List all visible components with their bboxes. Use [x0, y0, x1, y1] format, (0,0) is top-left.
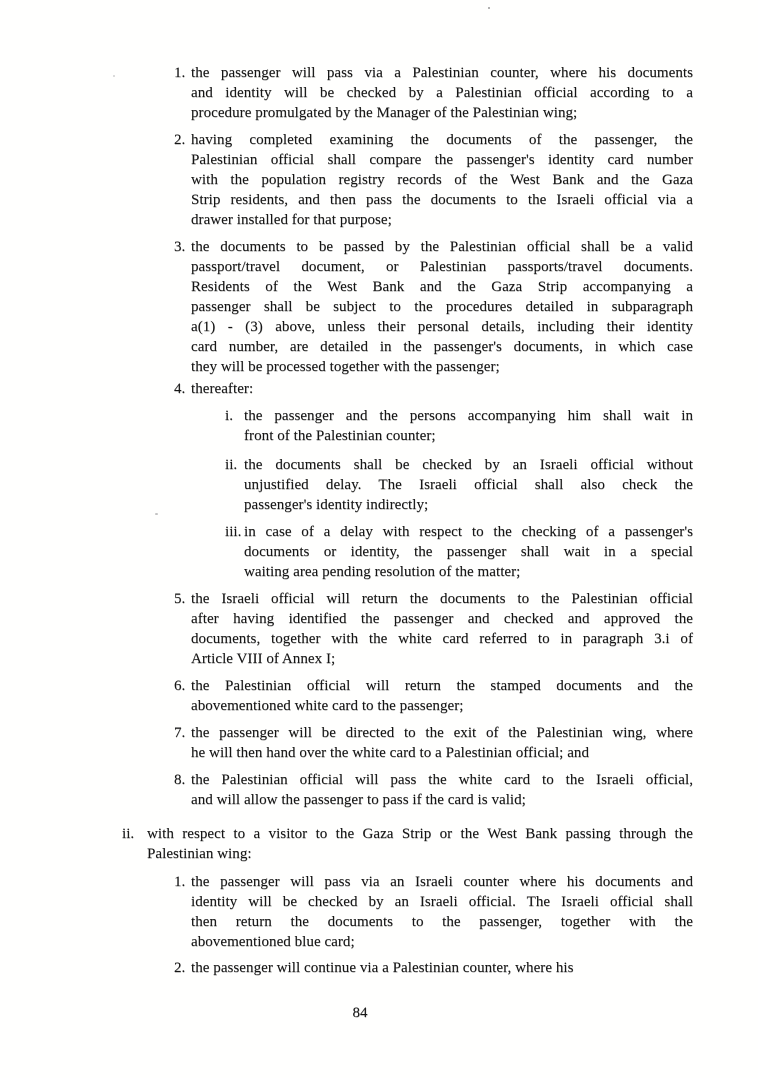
text-line: after having identified the passenger and checked and approved the: [191, 611, 693, 627]
text-line: having completed examining the documents of the passenger, the: [191, 132, 693, 148]
scan-speck: [488, 7, 490, 9]
text-line: thereafter:: [191, 381, 254, 397]
text-line: Article VIII of Annex I;: [191, 651, 336, 667]
list-item-4: [174, 379, 693, 399]
item-marker: 8.: [174, 772, 186, 788]
text-line: Palestinian official shall compare the passenger's identity card number: [191, 152, 693, 168]
text-line: the passenger and the persons accompanying him shall wait in: [244, 408, 693, 424]
item-text: [191, 379, 693, 399]
text-line: Strip residents, and then pass the documents to the Israeli official via a: [191, 192, 693, 208]
item-marker: 2.: [174, 960, 186, 976]
item-text: [191, 237, 693, 377]
item-marker: ii.: [225, 457, 238, 473]
scan-speck: [113, 75, 115, 77]
text-line: card number, are detailed in the passenger's documents, in which case: [191, 339, 693, 355]
numbered-list-a: [174, 63, 693, 399]
numbered-list-b: [174, 872, 693, 978]
item-marker: 1.: [174, 65, 186, 81]
item-text: [191, 130, 693, 230]
scan-speck: [155, 513, 158, 515]
text-line: front of the Palestinian counter;: [244, 428, 436, 444]
sublist-item-iii: [225, 522, 693, 582]
item-marker: 2.: [174, 132, 186, 148]
clause-ii-item: [122, 824, 693, 864]
item-text: [244, 406, 693, 446]
text-line: passenger's identity indirectly;: [244, 497, 429, 513]
text-line: and identity will be checked by a Palestinian official according to a: [191, 85, 693, 101]
text-line: the passenger will pass via a Palestinian counter, where his documents: [191, 65, 693, 81]
list-item-2: [174, 130, 693, 230]
item-text: [191, 958, 693, 978]
text-line: documents or identity, the passenger shall wait in a special: [244, 544, 693, 560]
text-line: the passenger will be directed to the exit of the Palestinian wing, where: [191, 725, 693, 741]
item-marker: iii.: [225, 524, 242, 540]
text-line: waiting area pending resolution of the matter;: [244, 564, 521, 580]
text-line: the documents to be passed by the Palestinian official shall be a valid: [191, 239, 693, 255]
text-line: with the population registry records of the West Bank and the Gaza: [191, 172, 693, 188]
text-line: Palestinian wing:: [147, 846, 252, 862]
text-line: passenger shall be subject to the procedures detailed in subparagraph: [191, 299, 693, 315]
item-text: [191, 676, 693, 716]
item-text: [191, 872, 693, 952]
clause-ii: [122, 824, 693, 864]
text-line: and will allow the passenger to pass if the card is valid;: [191, 792, 526, 808]
item-text: [191, 770, 693, 810]
roman-sublist: [225, 406, 693, 582]
item-marker: 1.: [174, 874, 186, 890]
text-line: drawer installed for that purpose;: [191, 212, 392, 228]
numbered-list-a-continued: [174, 589, 693, 810]
list-item-1: [174, 63, 693, 123]
item-marker: ii.: [122, 826, 135, 842]
item-text: [191, 589, 693, 669]
text-line: with respect to a visitor to the Gaza Strip or the West Bank passing through the: [147, 826, 693, 842]
item-marker: 6.: [174, 678, 186, 694]
list-item-6: [174, 676, 693, 716]
text-line: then return the documents to the passenger, together with the: [191, 914, 693, 930]
item-marker: 7.: [174, 725, 186, 741]
text-line: passport/travel document, or Palestinian passports/travel documents.: [191, 259, 693, 275]
list-item-3: [174, 237, 693, 377]
text-line: identity will be checked by an Israeli official. The Israeli official shall: [191, 894, 693, 910]
list-b-item-1: [174, 872, 693, 952]
sublist-item-i: [225, 406, 693, 446]
text-line: the documents shall be checked by an Israeli official without: [244, 457, 693, 473]
text-line: the Palestinian official will pass the white card to the Israeli official,: [191, 772, 693, 788]
list-b-item-2: [174, 958, 693, 978]
text-line: in case of a delay with respect to the checking of a passenger's: [244, 524, 693, 540]
item-marker: 5.: [174, 591, 186, 607]
text-line: Residents of the West Bank and the Gaza Strip accompanying a: [191, 279, 693, 295]
text-line: the passenger will continue via a Palestinian counter, where his: [191, 960, 574, 976]
text-line: documents, together with the white card referred to in paragraph 3.i of: [191, 631, 693, 647]
text-line: they will be processed together with the passenger;: [191, 359, 500, 375]
list-item-5: [174, 589, 693, 669]
text-line: he will then hand over the white card to a Palestinian official; and: [191, 745, 589, 761]
item-marker: 3.: [174, 239, 186, 255]
text-line: the passenger will pass via an Israeli counter where his documents and: [191, 874, 693, 890]
item-text: [191, 723, 693, 763]
item-marker: 4.: [174, 381, 186, 397]
item-text: [244, 522, 693, 582]
page-number: 84: [352, 1005, 368, 1021]
item-text: [191, 63, 693, 123]
text-line: a(1) - (3) above, unless their personal details, including their identity: [191, 319, 693, 335]
text-line: abovementioned blue card;: [191, 934, 355, 950]
text-line: procedure promulgated by the Manager of the Palestinian wing;: [191, 105, 578, 121]
text-line: unjustified delay. The Israeli official shall also check the: [244, 477, 693, 493]
item-marker: i.: [225, 408, 234, 424]
text-line: the Israeli official will return the documents to the Palestinian official: [191, 591, 693, 607]
list-item-7: [174, 723, 693, 763]
sublist-item-ii: [225, 455, 693, 515]
text-line: abovementioned white card to the passenger;: [191, 698, 464, 714]
text-line: the Palestinian official will return the stamped documents and the: [191, 678, 693, 694]
item-text: [244, 455, 693, 515]
item-text: [147, 824, 693, 864]
list-item-8: [174, 770, 693, 810]
